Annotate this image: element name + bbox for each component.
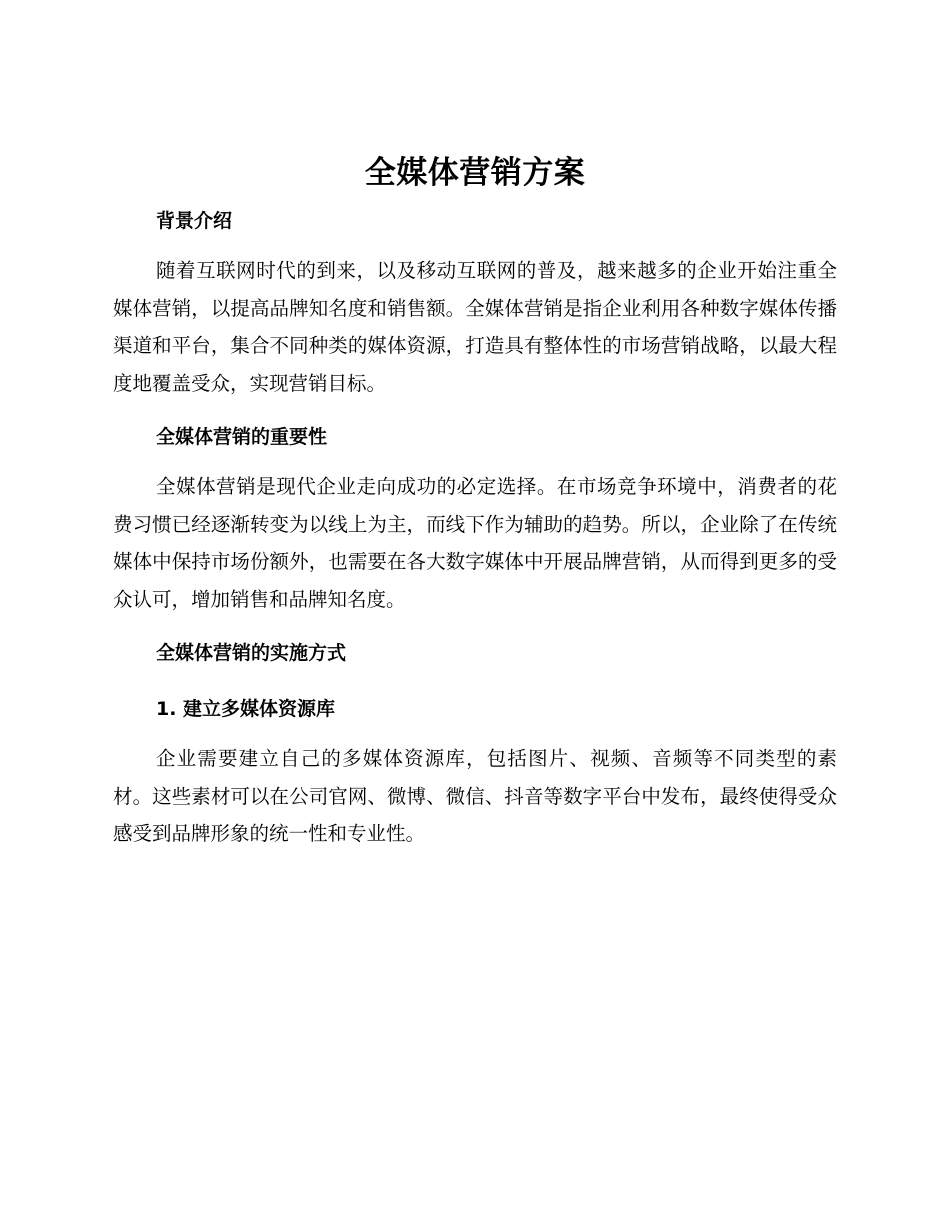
paragraph-background: 随着互联网时代的到来，以及移动互联网的普及，越来越多的企业开始注重全媒体营销，以提高品牌知名度和销售额。全媒体营销是指企业利用各种数字媒体传播渠道和平台，集合不同种类的媒体资源，打造具有整体性的市场营销战略，以最大程度地覆盖受众，实现营销目标。: [113, 259, 837, 395]
document-title: 全媒体营销方案: [364, 155, 586, 191]
section-heading-background: 背景介绍: [156, 210, 233, 232]
paragraph-media-library: 企业需要建立自己的多媒体资源库，包括图片、视频、音频等不同类型的素材。这些素材可以在公司官网、微博、微信、抖音等数字平台中发布，最终使得受众感受到品牌形象的统一性和专业性。: [113, 747, 837, 845]
subsection-heading-media-library: 1. 建立多媒体资源库: [156, 698, 336, 720]
paragraph-importance: 全媒体营销是现代企业走向成功的必定选择。在市场竞争环境中，消费者的花费习惯已经逐渐转变为以线上为主，而线下作为辅助的趋势。所以，企业除了在传统媒体中保持市场份额外，也需要在各大数字媒体中开展品牌营销，从而得到更多的受众认可，增加销售和品牌知名度。: [113, 475, 837, 611]
section-heading-importance: 全媒体营销的重要性: [156, 426, 328, 448]
section-heading-implementation: 全媒体营销的实施方式: [156, 642, 347, 664]
